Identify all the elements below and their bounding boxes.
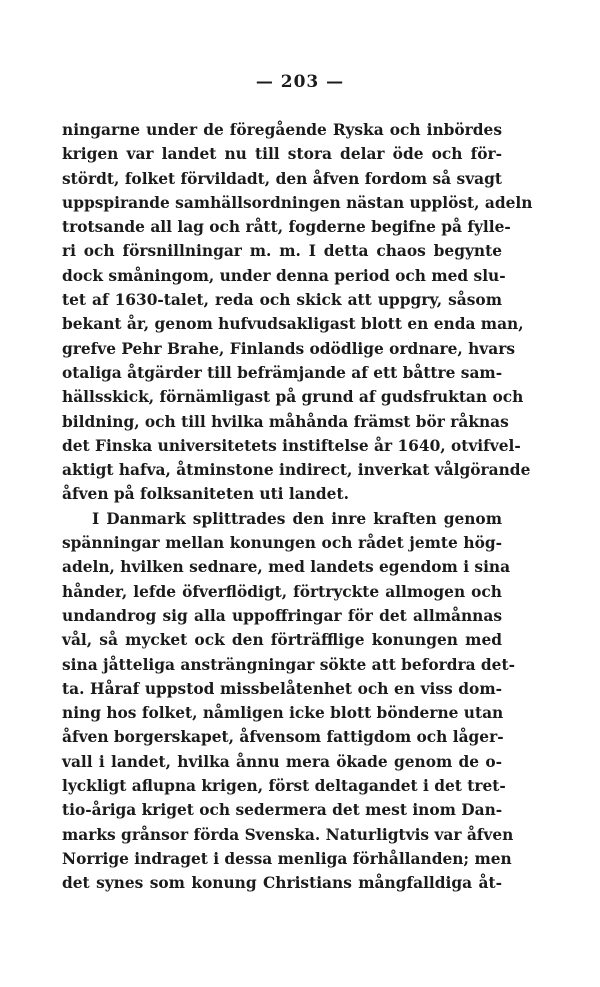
paragraph-start-line: I Danmark splittrades den inre kraften genom [92, 509, 502, 528]
text-line: sina jåtteliga ansträngningar sökte att befordra det- [62, 655, 515, 674]
text-line: krigen var landet nu till stora delar öde och för- [62, 145, 502, 164]
text-line: otaliga åtgärder till befrämjande af ett båttre sam- [62, 363, 503, 382]
text-line: marks grånsor förda Svenska. Naturligtvis var åfven [62, 825, 514, 844]
text-line: spänningar mellan konungen och rådet jemte hög- [62, 534, 502, 553]
text-line: lyckligt aflupna krigen, först deltagandet i det tret- [62, 777, 506, 796]
text-line: Norrige indraget i dessa menliga förhållanden; men [62, 849, 512, 868]
text-line: det Finska universitetets instiftelse år 1640, otvifvel- [62, 436, 521, 455]
text-line: bildning, och till hvilka måhånda främst bör råknas [62, 412, 509, 431]
text-line: det synes som konung Christians mångfalldiga åt- [62, 874, 502, 893]
text-line: ningarne under de föregående Ryska och inbördes [62, 121, 502, 139]
text-line: aktigt hafva, åtminstone indirect, inverkat vålgörande [62, 461, 531, 480]
text-line: vål, så mycket ock den förträfflige konungen med [62, 631, 502, 650]
body-text [62, 118, 533, 896]
text-line: hällsskick, förnämligast på grund af gudsfruktan och [62, 388, 524, 407]
text-line: stördt, folket förvildadt, den åfven fordom så svagt [62, 169, 502, 188]
text-line: dock småningom, under denna period och med slu- [62, 266, 506, 285]
text-line: vall i landet, hvilka ånnu mera ökade genom de o- [62, 752, 502, 771]
text-line: bekant år, genom hufvudsakligast blott en enda man, [62, 315, 524, 334]
text-line: ta. Håraf uppstod missbelåtenhet och en viss dom- [62, 679, 502, 698]
text-line: undandrog sig alla uppoffringar för det allmånnas [62, 606, 502, 625]
text-line: hånder, lefde öfverflödigt, förtryckte allmogen och [62, 582, 502, 601]
text-line: ning hos folket, nåmligen icke blott bönderne utan [62, 704, 504, 723]
text-line: trotsande all lag och rått, fogderne begifne på fylle- [62, 218, 511, 237]
text-line: adeln, hvilken sednare, med landets egendom i sina [62, 558, 511, 577]
text-line: uppspirande samhällsordningen nästan upplöst, adeln [62, 193, 533, 212]
text-line: grefve Pehr Brahe, Finlands odödlige ordnare, hvars [62, 339, 515, 358]
page-number: — 203 — [255, 72, 345, 92]
text-line: tio-åriga kriget och sedermera det mest inom Dan- [62, 801, 503, 820]
text-line: tet af 1630-talet, reda och skick att uppgry, såsom [62, 291, 502, 310]
text-line: åfven borgerskapet, åfvensom fattigdom och låger- [62, 728, 504, 747]
text-line: åfven på folksaniteten uti landet. [62, 485, 349, 504]
text-line: ri och försnillningar m. m. I detta chaos begynte [62, 242, 502, 261]
